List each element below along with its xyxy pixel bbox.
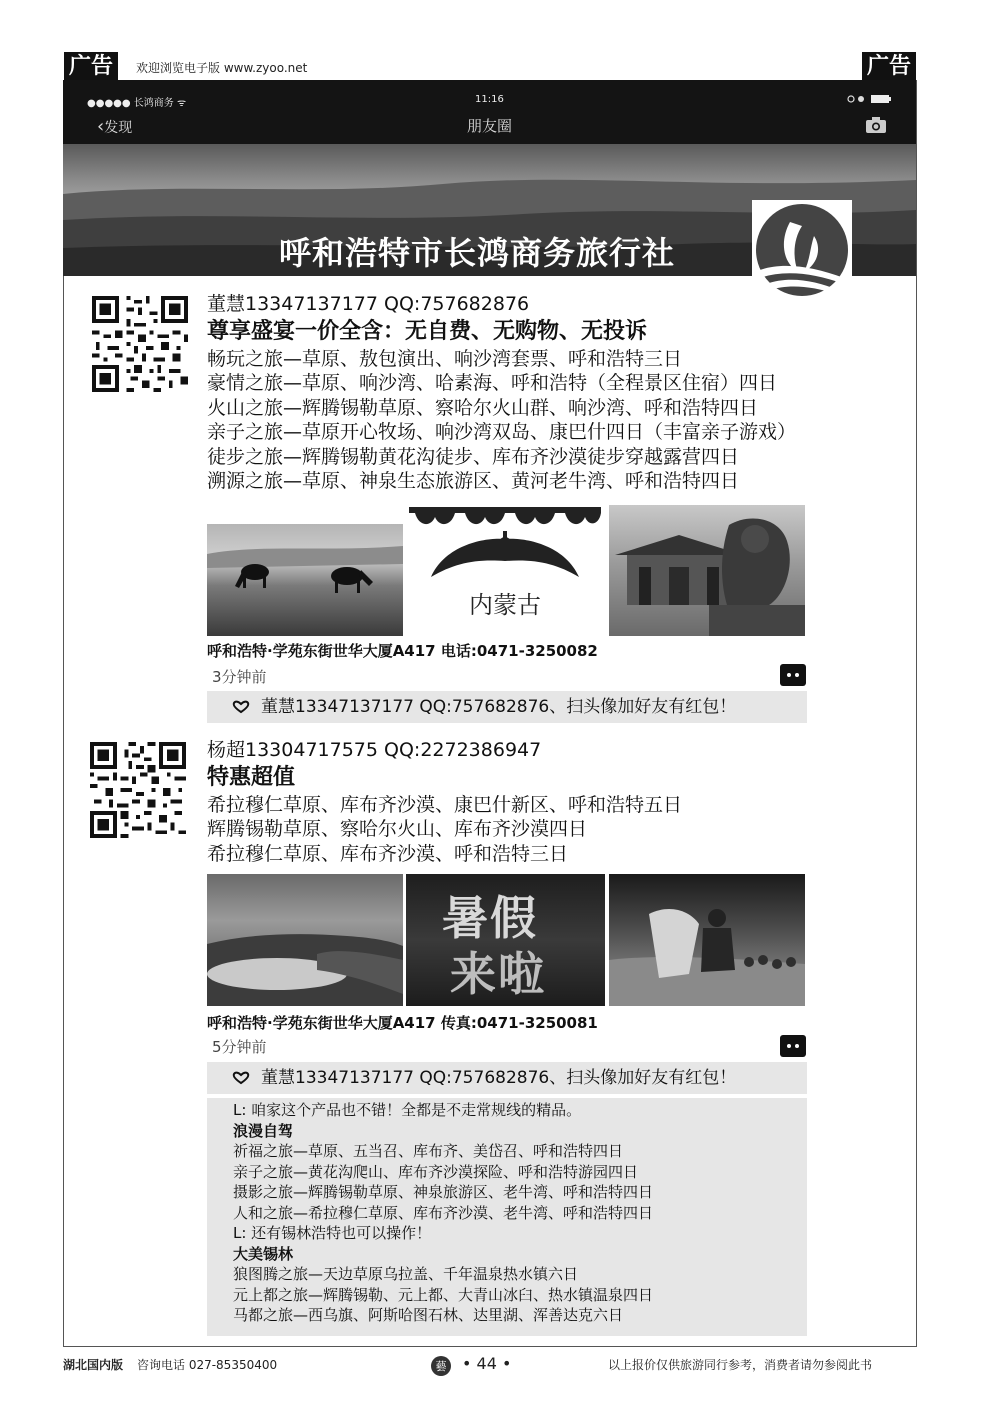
- post2-headline: 特惠超值: [207, 764, 296, 790]
- horses-photo[interactable]: [207, 524, 403, 636]
- post1-likes-bar: [207, 691, 807, 723]
- comment-icon[interactable]: [780, 664, 806, 686]
- back-label: 发现: [104, 120, 133, 136]
- qr-code: [90, 742, 186, 838]
- wrestling-photo[interactable]: [609, 874, 805, 1006]
- list-item: 豪情之旅—草原、响沙湾、哈素海、呼和浩特（全程景区住宿）四日: [207, 372, 778, 394]
- mongolia-logo-image: [405, 505, 605, 636]
- camera-icon[interactable]: [865, 116, 887, 138]
- post2-time: 5分钟前: [212, 1038, 267, 1056]
- comment-line: L: 还有锡林浩特也可以操作！: [233, 1224, 432, 1242]
- comment-icon[interactable]: [780, 1035, 806, 1057]
- list-item: 徒步之旅—辉腾锡勒黄花沟徒步、库布齐沙漠徒步穿越露营四日: [207, 445, 740, 468]
- page-number: 44: [476, 1354, 497, 1373]
- post2-body: [207, 738, 682, 866]
- qr-code: [92, 296, 188, 392]
- comment-line: 亲子之旅—黄花沟爬山、库布齐沙漠探险、呼和浩特游园四日: [233, 1162, 639, 1181]
- list-item: 溯源之旅—草原、神泉生态旅游区、黄河老牛湾、呼和浩特四日: [207, 470, 740, 492]
- post2-contact: 杨超13304717575 QQ:2272386947: [207, 739, 542, 761]
- ad-badge-left: 广告: [64, 52, 118, 82]
- list-item: 希拉穆仁草原、库布齐沙漠、康巴什新区、呼和浩特五日: [207, 793, 683, 816]
- phone-status-bar: [63, 80, 916, 144]
- site-note: 欢迎浏览电子版 www.zyoo.net: [136, 61, 308, 75]
- footer-hotline: 咨询电话 027-85350400: [137, 1358, 278, 1372]
- comment-line: 大美锡林: [233, 1244, 294, 1263]
- list-item: 辉腾锡勒草原、察哈尔火山、库布齐沙漠四日: [207, 818, 588, 840]
- nav-title: 朋友圈: [466, 117, 512, 135]
- comment-line: 狼图腾之旅—天边草原乌拉盖、千年温泉热水镇六日: [233, 1265, 579, 1283]
- post1-likes-text: 董慧13347137177 QQ:757682876、扫头像加好友有红包！: [261, 697, 737, 717]
- carrier-label: ●●●●● 长鸿商务 ᯤ: [87, 98, 187, 109]
- crater-lake-photo[interactable]: [207, 874, 403, 1006]
- comment-line: 祈福之旅—草原、五当召、库布齐、美岱召、呼和浩特四日: [233, 1142, 624, 1160]
- list-item: 火山之旅—辉腾锡勒草原、察哈尔火山群、响沙湾、呼和浩特四日: [207, 396, 759, 419]
- agency-logo: [752, 200, 852, 304]
- post2-address: 呼和浩特·学苑东街世华大厦A417 传真:0471-3250081: [207, 1014, 598, 1032]
- footer-edition: 湖北国内版: [63, 1358, 124, 1372]
- svg-text:藝: 藝: [435, 1360, 447, 1373]
- post1-body: [207, 292, 796, 494]
- chevron-left-icon: ‹: [97, 116, 105, 137]
- page-number-wrap: • 44 •: [462, 1354, 512, 1373]
- footer-disclaimer: 以上报价仅供旅游同行参考，消费者请勿参阅此书: [608, 1358, 873, 1372]
- post2-likes-bar: [207, 1062, 807, 1094]
- summer-poster[interactable]: [406, 874, 605, 1006]
- post1-time: 3分钟前: [212, 668, 267, 686]
- list-item: 亲子之旅—草原开心牧场、响沙湾双岛、康巴什四日（丰富亲子游戏）: [207, 421, 797, 443]
- banner-title: 呼和浩特市长鸿商务旅行社: [279, 234, 676, 272]
- battery-icon: [845, 93, 895, 108]
- poster-text-1: 暑假: [442, 891, 538, 945]
- comment-line: 摄影之旅—辉腾锡勒草原、神泉旅游区、老牛湾、呼和浩特四日: [233, 1183, 654, 1201]
- comment-line: 人和之旅—希拉穆仁草原、库布齐沙漠、老牛湾、呼和浩特四日: [233, 1203, 654, 1222]
- comment-line: 元上都之旅—辉腾锡勒、元上都、大青山冰臼、热水镇温泉四日: [233, 1285, 654, 1304]
- clock-label: 11:16: [475, 94, 504, 105]
- list-item: 希拉穆仁草原、库布齐沙漠、呼和浩特三日: [207, 842, 569, 865]
- ad-badge-right: 广告: [862, 52, 916, 82]
- temple-lion-photo[interactable]: [609, 505, 805, 636]
- post1-contact: 董慧13347137177 QQ:757682876: [207, 293, 530, 315]
- comment-line: L: 咱家这个产品也不错！全都是不走常规线的精品。: [233, 1101, 582, 1119]
- comment-line: 浪漫自驾: [233, 1121, 294, 1140]
- comment-line: 马都之旅—西乌旗、阿斯哈图石林、达里湖、浑善达克六日: [233, 1306, 624, 1324]
- post1-address: 呼和浩特·学苑东街世华大厦A417 电话:0471-3250082: [207, 642, 598, 660]
- heart-icon: [231, 691, 251, 734]
- post2-comments: [207, 1098, 807, 1336]
- poster-text-2: 来啦: [450, 947, 546, 1001]
- publisher-logo-icon: [430, 1355, 452, 1381]
- post1-headline: 尊享盛宴一价全含：无自费、无购物、无投诉: [207, 318, 648, 344]
- list-item: 畅玩之旅—草原、敖包演出、响沙湾套票、呼和浩特三日: [207, 347, 683, 370]
- center-logo-text: 内蒙古: [469, 591, 541, 619]
- post2-likes-text: 董慧13347137177 QQ:757682876、扫头像加好友有红包！: [261, 1068, 737, 1088]
